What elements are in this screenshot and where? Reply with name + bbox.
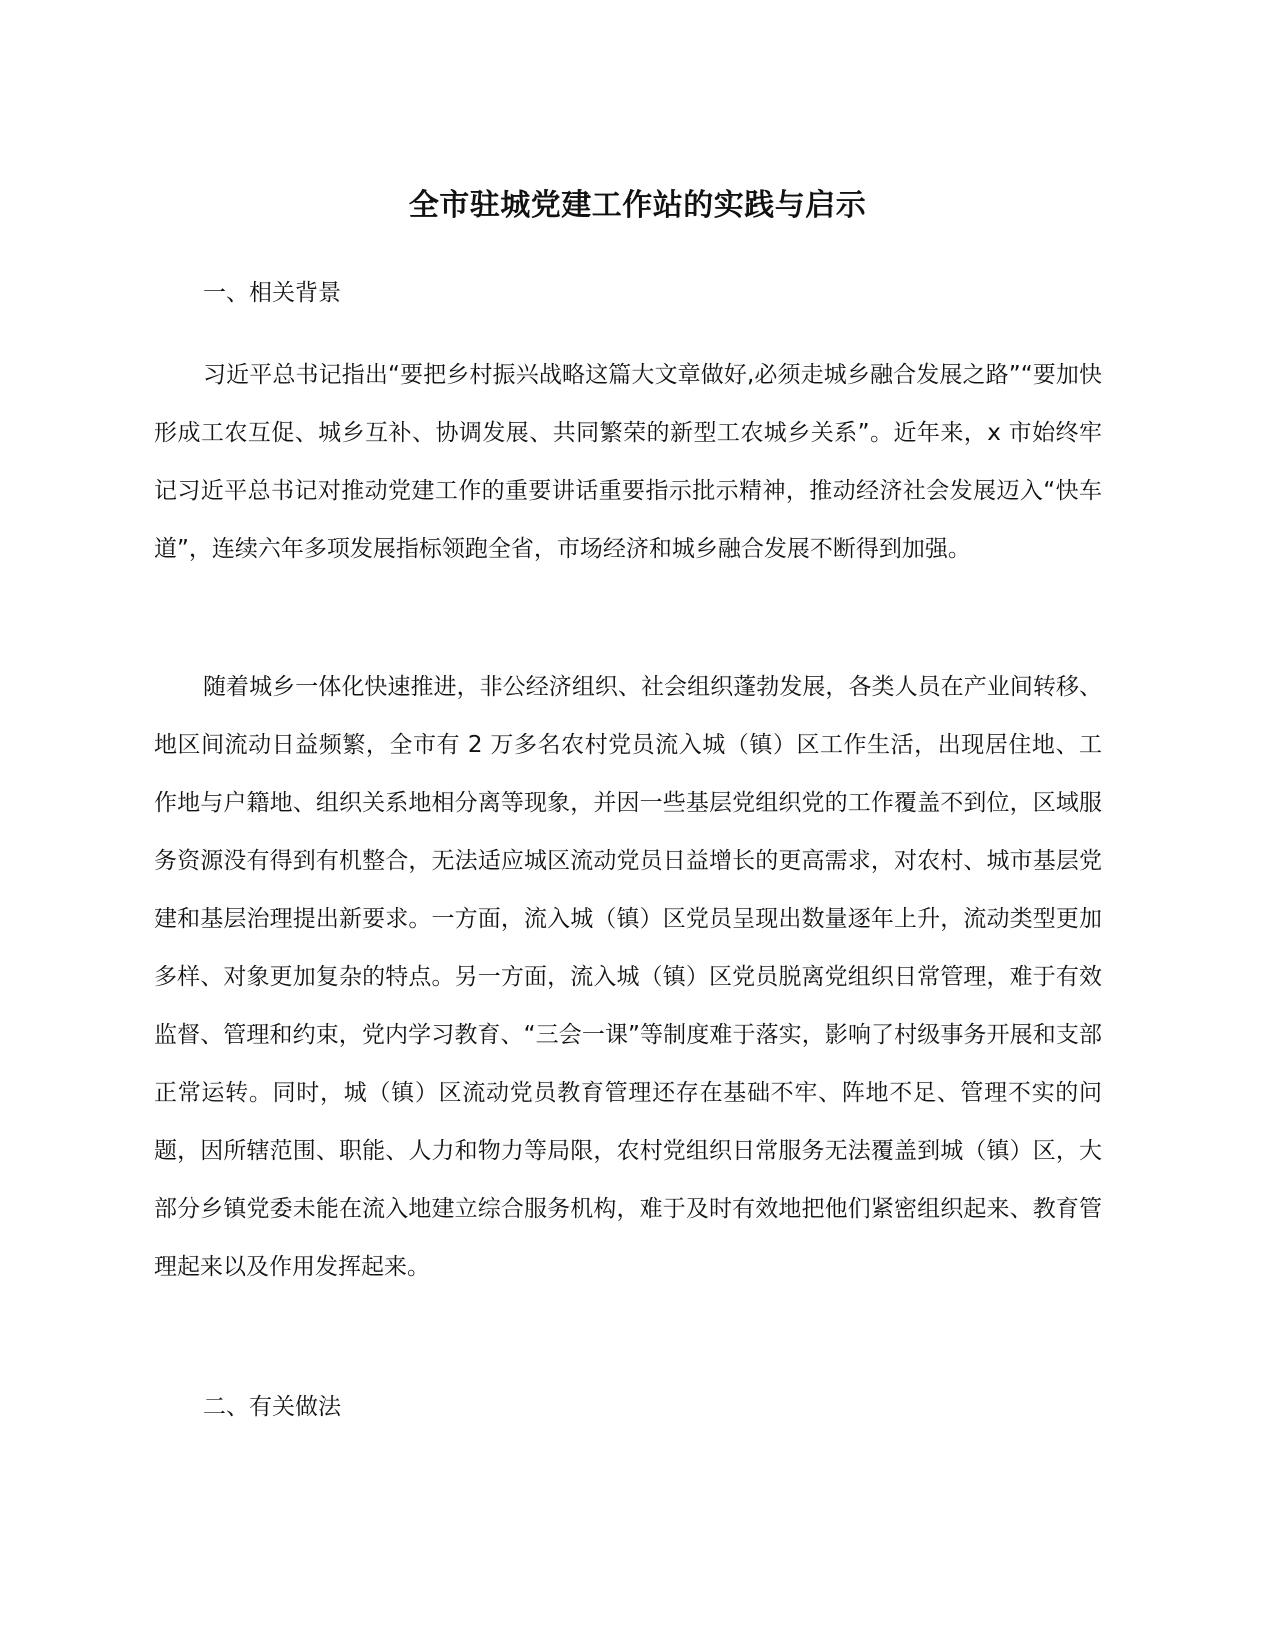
paragraph-background-1: 习近平总书记指出“要把乡村振兴战略这篇大文章做好,必须走城乡融合发展之路”“要加快形成工农互促、城乡互补、协调发展、共同繁荣的新型工农城乡关系”。近年来，x 市始终牢记习近平总书记对推动党建工作的重要讲话重要指示批示精神，推动经济社会发展迈入“快车道”，连续六年多项发展指标领跑全省，市场经济和城乡融合发展不断得到加强。 <box>154 362 1102 562</box>
section-heading-background: 一、相关背景 <box>203 280 341 306</box>
paragraph-background-2: 随着城乡一体化快速推进，非公经济组织、社会组织蓬勃发展，各类人员在产业间转移、地区间流动日益频繁，全市有 2 万多名农村党员流入城（镇）区工作生活，出现居住地、工作地与户籍地、组织关系地相分离等现象，并因一些基层党组织党的工作覆盖不到位，区域服务资源没有得到有机整合，无法适应城区流动党员日益增长的更高需求，对农村、城市基层党建和基层治理提出新要求。一方面，流入城（镇）区党员呈现出数量逐年上升，流动类型更加多样、对象更加复杂的特点。另一方面，流入城（镇）区党员脱离党组织日常管理，难于有效监督、管理和约束，党内学习教育、“三会一课”等制度难于落实，影响了村级事务开展和支部正常运转。同时，城（镇）区流动党员教育管理还存在基础不牢、阵地不足、管理不实的问题，因所辖范围、职能、人力和物力等局限，农村党组织日常服务无法覆盖到城（镇）区，大部分乡镇党委未能在流入地建立综合服务机构，难于及时有效地把他们紧密组织起来、教育管理起来以及作用发挥起来。 <box>154 674 1102 1280</box>
document-title: 全市驻城党建工作站的实践与启示 <box>408 188 867 223</box>
section-heading-practices: 二、有关做法 <box>203 1394 341 1420</box>
